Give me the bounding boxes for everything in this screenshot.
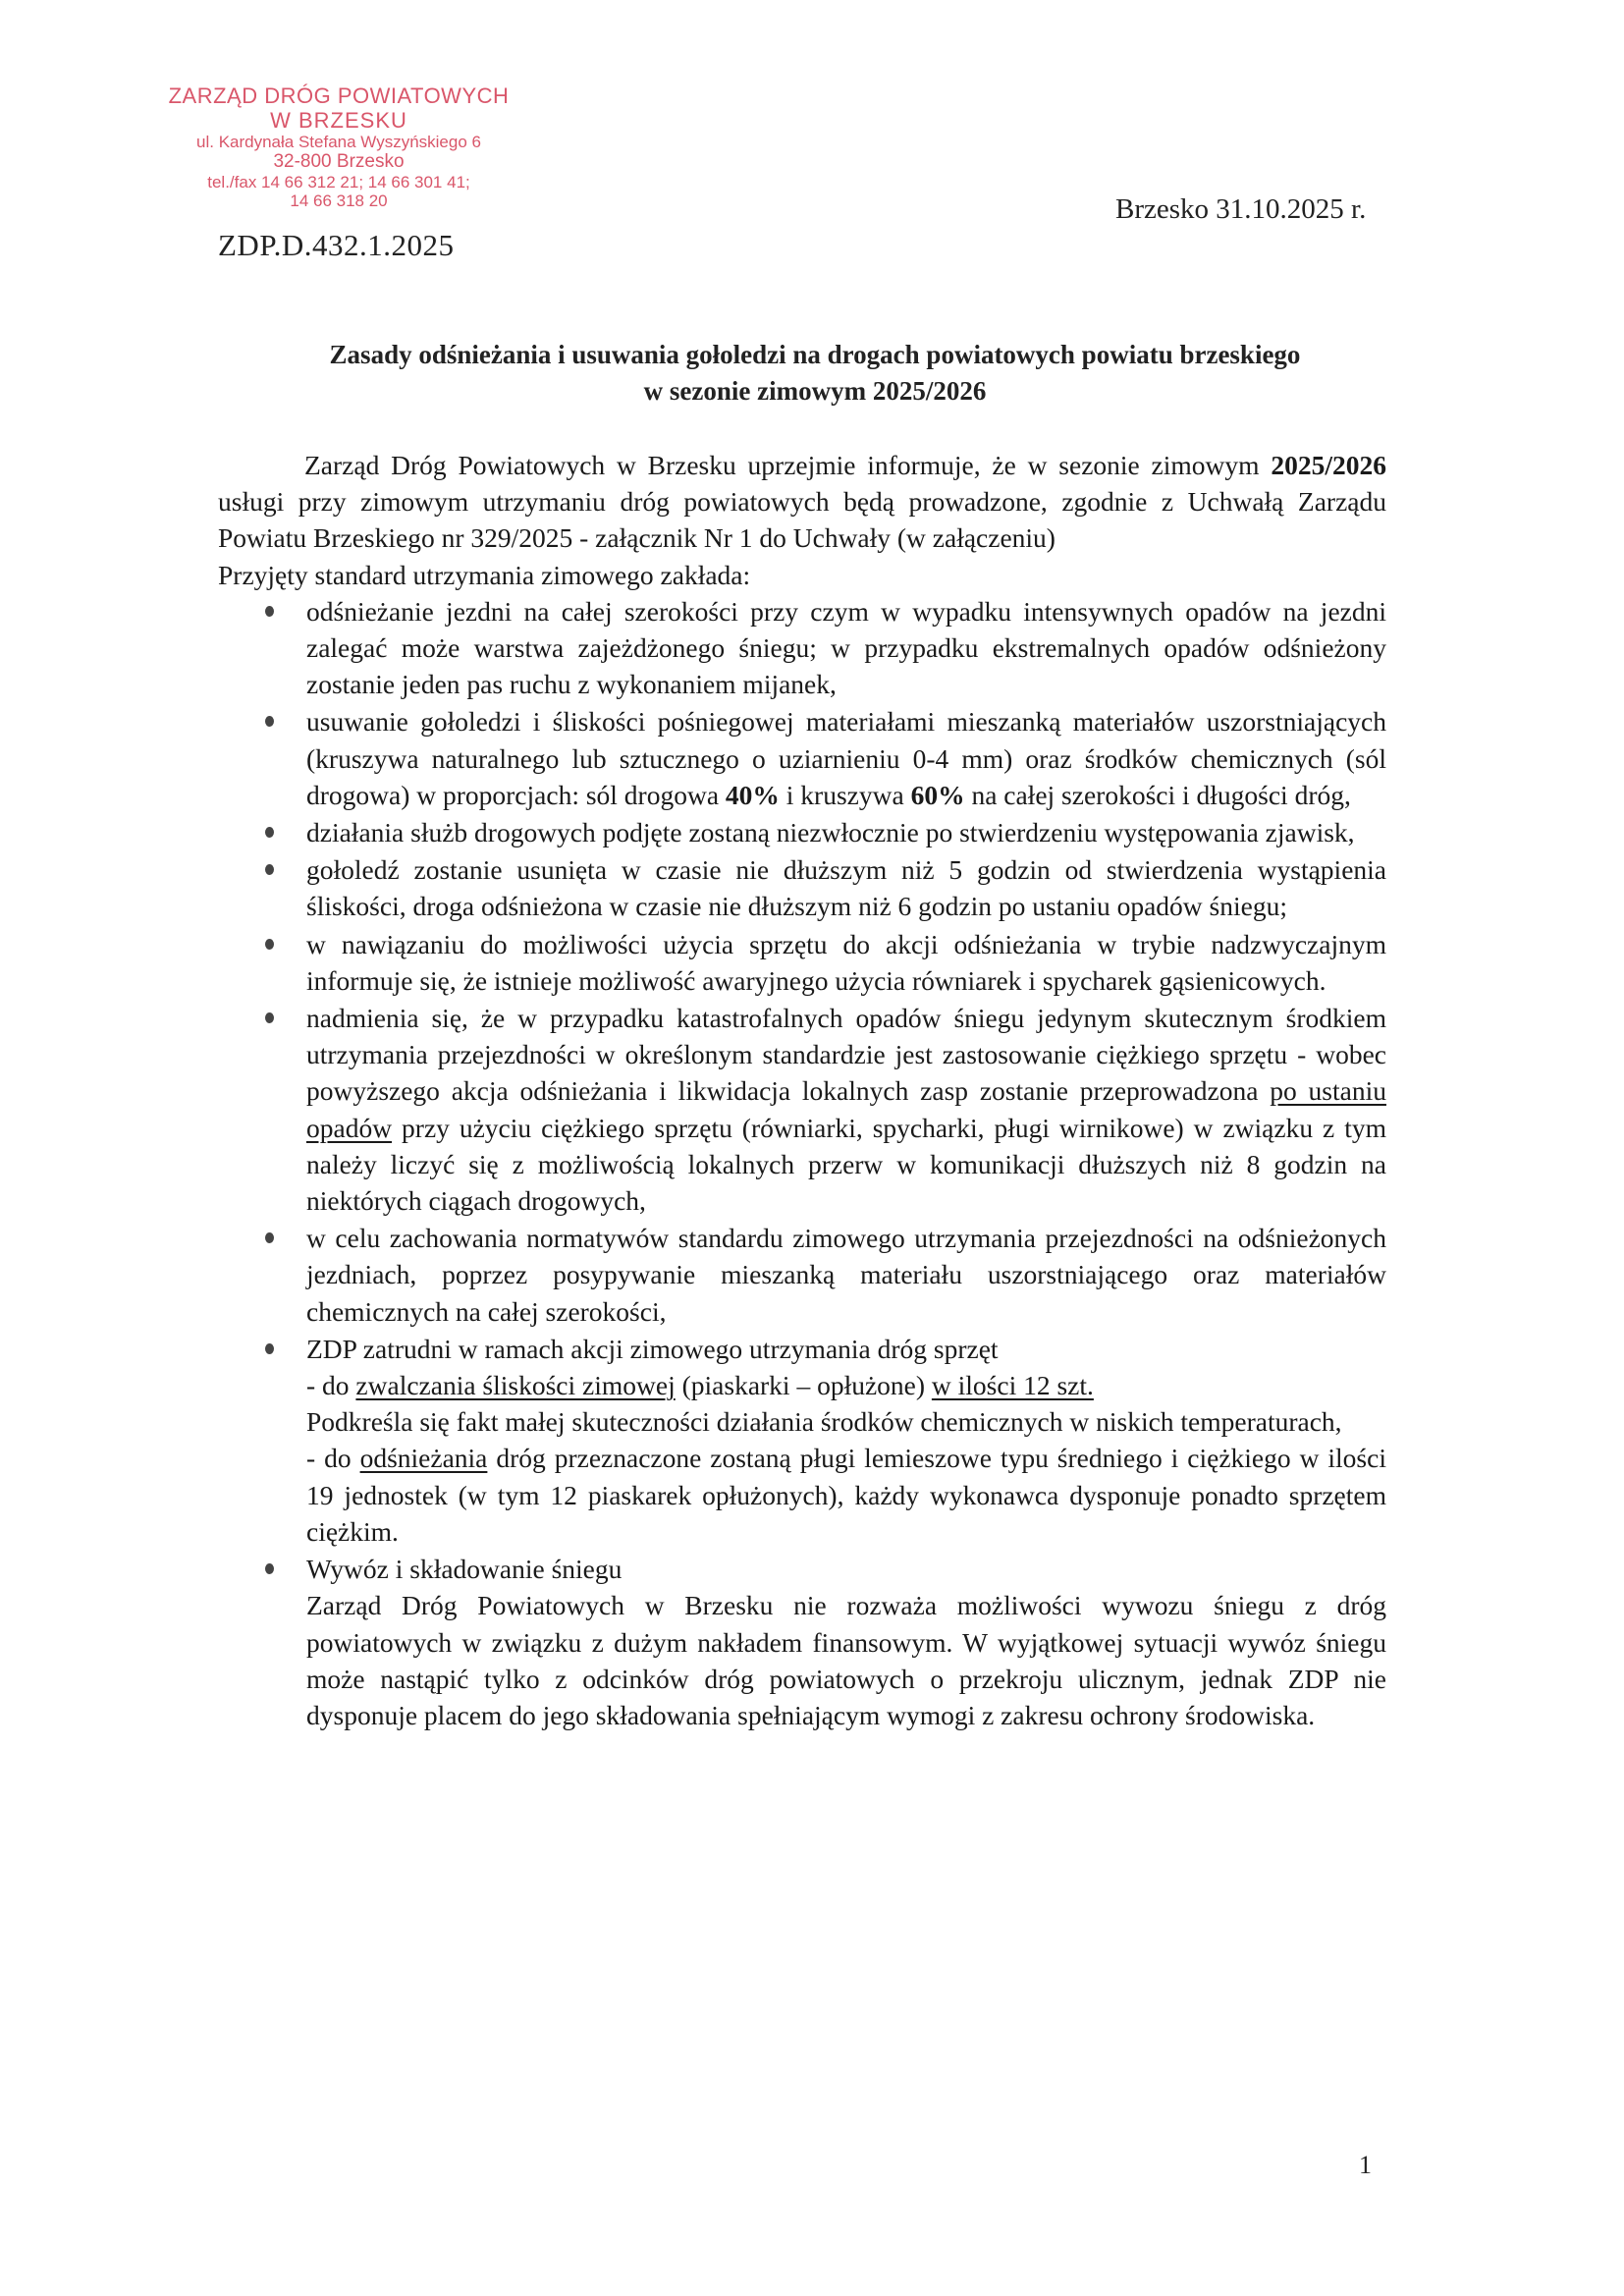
stamp-org-name: ZARZĄD DRÓG POWIATOWYCH — [168, 83, 510, 108]
page-number: 1 — [1359, 2151, 1372, 2179]
season-bold: 2025/2026 — [1271, 450, 1386, 480]
list-item-text: gołoledź zostanie usunięta w czasie nie dłuższym niż 5 godzin od stwierdzenia wystąpienia śliskości, droga odśnieżona w czasie nie dłuższym niż 6 godzin po ustaniu opadów śniegu; — [306, 854, 1386, 922]
list-item-text: dróg przeznaczone zostaną pługi lemieszowe typu średniego i ciężkiego w ilości 19 jednostek (w tym 12 piaskarek opłużonych), każdy wykonawca dysponuje ponadto sprzętem ciężkim. — [306, 1443, 1386, 1547]
document-title — [226, 337, 1404, 410]
document-date: Brzesko 31.10.2025 r. — [1115, 193, 1367, 225]
title-line-1: Zasady odśnieżania i usuwania gołoledzi na drogach powiatowych powiatu brzeskiego — [329, 340, 1301, 369]
standard-heading: Przyjęty standard utrzymania zimowego zakłada: — [218, 559, 751, 590]
bullet-icon — [265, 939, 274, 950]
equipment-heading: ZDP zatrudni w ramach akcji zimowego utrzymania dróg sprzęt — [306, 1333, 999, 1364]
list-item-text: w celu zachowania normatywów standardu zimowego utrzymania przejezdności na odśnieżonych jezdniach, poprzez posypywanie mieszanką materiału uszorstniającego oraz materiałów chemicznych na całej szerokości, — [306, 1223, 1386, 1327]
salt-percent: 40% — [725, 779, 780, 810]
stamp-postal: 32-800 Brzesko — [273, 151, 405, 173]
standards-list — [218, 593, 1386, 1733]
stamp-phone: tel./fax 14 66 312 21; 14 66 301 41; — [207, 172, 470, 191]
list-item-text: i kruszywa — [779, 779, 911, 810]
document-body — [218, 447, 1386, 1734]
intro-text: Zarząd Dróg Powiatowych w Brzesku uprzejmie informuje, że w sezonie zimowym — [304, 450, 1272, 480]
snow-removal-heading: Wywóz i składowanie śniegu — [306, 1554, 623, 1585]
list-item — [218, 1220, 1386, 1330]
list-item — [218, 926, 1386, 999]
list-item — [218, 851, 1386, 924]
list-item-text: w nawiązaniu do możliwości użycia sprzętu do akcji odśnieżania w trybie nadzwyczajnym informuje się, że istnieje możliwość awaryjnego użycia równiarek i spycharek gąsienicowych. — [306, 928, 1386, 996]
list-item — [218, 1551, 1386, 1733]
list-item — [218, 814, 1386, 850]
bullet-icon — [265, 716, 274, 727]
organization-stamp — [157, 84, 520, 210]
snow-removal-text: Zarząd Dróg Powiatowych w Brzesku nie rozważa możliwości wywozu śniegu z dróg powiatowych w związku z dużym nakładem finansowym. W wyjątkowej sytuacji wywóz śniegu może nastąpić tylko z odcinków dróg powiatowych o przekroju ulicznym, jednak ZDP nie dysponuje placem do jego składowania spełniającym wymogi z zakresu ochrony środowiska. — [306, 1590, 1386, 1730]
underlined-text: odśnieżania — [359, 1443, 488, 1474]
bullet-icon — [265, 827, 274, 838]
bullet-icon — [265, 864, 274, 875]
list-item — [218, 703, 1386, 813]
list-item-text: usuwanie gołoledzi i śliskości pośniegowej materiałami mieszanką materiałów uszorstniających (kruszywa naturalnego lub sztucznego o uziarnieniu 0-4 mm) oraz środków chemicznych (sól drogowa) w proporcjach: sól drogowa — [306, 706, 1386, 810]
bullet-icon — [265, 1563, 274, 1574]
list-item — [218, 1331, 1386, 1550]
intro-text-end: usługi przy zimowym utrzymaniu dróg powiatowych będą prowadzone, zgodnie z Uchwałą Zarządu Powiatu Brzeskiego nr 329/2025 - załącznik Nr 1 do Uchwały (w załączeniu) — [218, 486, 1386, 554]
bullet-icon — [265, 606, 274, 617]
stamp-phone-2: 14 66 318 20 — [290, 191, 388, 210]
stamp-city: W BRZESKU — [270, 107, 407, 133]
underlined-text: zwalczania śliskości zimowej — [355, 1370, 676, 1401]
chemical-note: Podkreśla się fakt małej skuteczności działania środków chemicznych w niskich temperaturach, — [306, 1406, 1342, 1438]
list-item-text: działania służb drogowych podjęte zostaną niezwłocznie po stwierdzeniu występowania zjawisk, — [306, 817, 1355, 848]
list-item-text: (piaskarki – opłużone) — [675, 1370, 932, 1401]
list-item-text: przy użyciu ciężkiego sprzętu (równiarki, spycharki, pługi wirnikowe) w związku z tym należy liczyć się z możliwością lokalnych przerw w komunikacji dłuższych niż 8 godzin na niektórych ciągach drogowych, — [306, 1112, 1386, 1217]
list-item-text: na całej szerokości i długości dróg, — [964, 779, 1351, 810]
reference-number: ZDP.D.432.1.2025 — [218, 228, 455, 262]
list-item-text: - do — [306, 1443, 360, 1474]
title-line-2: w sezonie zimowym 2025/2026 — [643, 376, 987, 406]
intro-paragraph — [218, 447, 1386, 557]
bullet-icon — [265, 1012, 274, 1023]
list-item — [218, 1000, 1386, 1219]
list-item — [218, 593, 1386, 703]
list-item-text: - do — [306, 1370, 356, 1401]
equipment-plows — [306, 1440, 1386, 1550]
list-item-text: nadmienia się, że w przypadku katastrofalnych opadów śniegu jedynym skutecznym środkiem utrzymania przejezdności w określonym standardzie jest zastosowanie ciężkiego sprzętu - wobec powyższego akcja odśnieżania i likwidacja lokalnych zasp zostanie przeprowadzona — [306, 1003, 1386, 1107]
bullet-icon — [265, 1232, 274, 1243]
stamp-address: ul. Kardynała Stefana Wyszyńskiego 6 — [196, 133, 481, 152]
underlined-quantity: w ilości 12 szt. — [931, 1370, 1094, 1401]
aggregate-percent: 60% — [910, 779, 965, 810]
list-item-text: odśnieżanie jezdni na całej szerokości przy czym w wypadku intensywnych opadów na jezdni zalegać może warstwa zajeżdżonego śniegu; w przypadku ekstremalnych opadów odśnieżony zostanie jeden pas ruchu z wykonaniem mijanek, — [306, 595, 1386, 700]
underlined-text: po ustaniu opadów — [306, 1075, 1386, 1143]
bullet-icon — [265, 1343, 274, 1354]
equipment-antiskid — [306, 1367, 1386, 1403]
